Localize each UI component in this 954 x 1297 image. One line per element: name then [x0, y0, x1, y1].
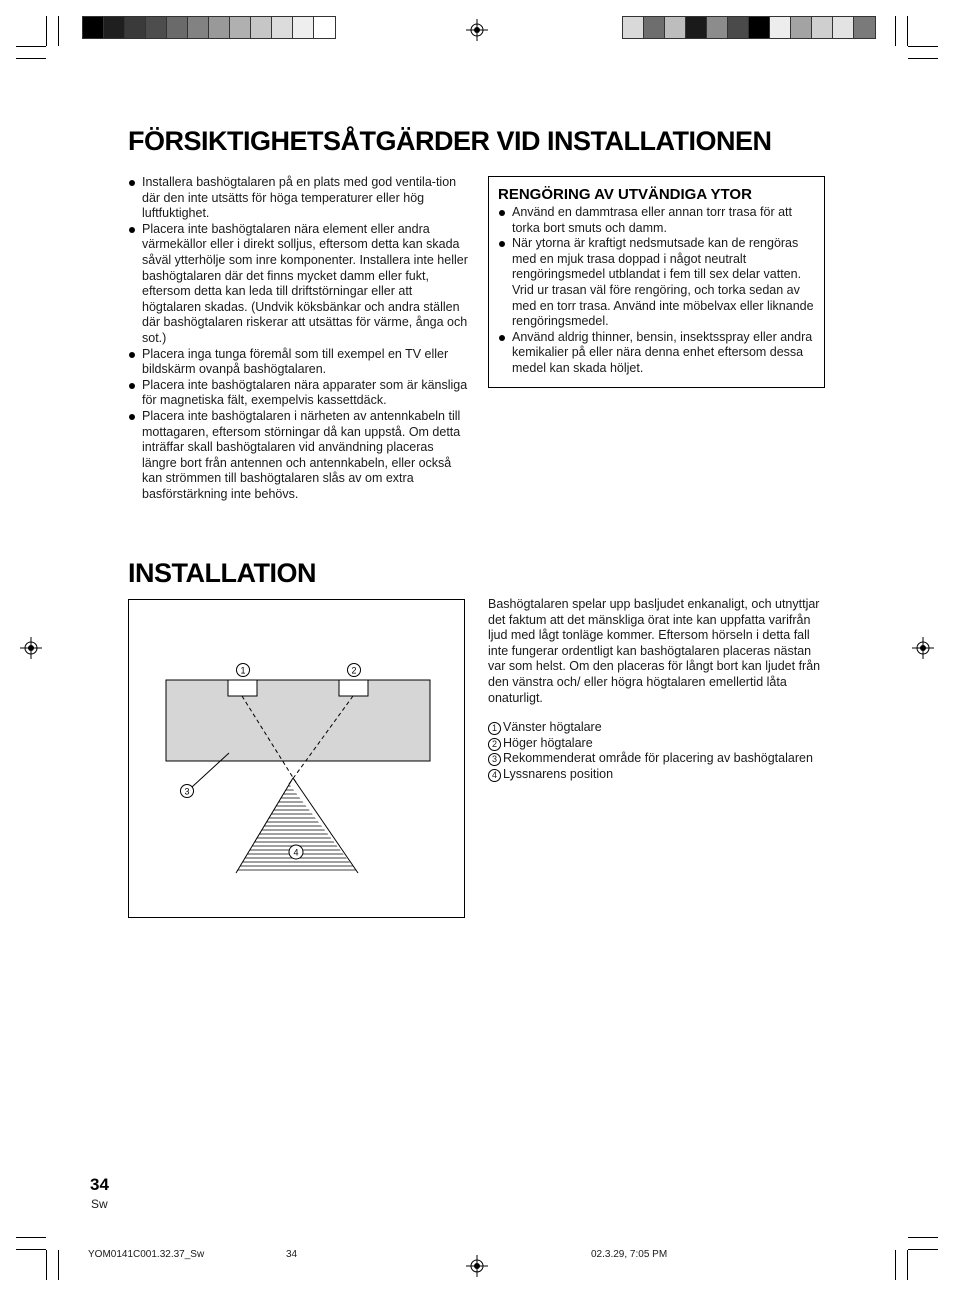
crop-mark [908, 1237, 938, 1238]
list-item: Placera inte bashögtalaren nära apparater som är känsliga för magnetiska fält, exempelvis kassettdäck. [128, 378, 468, 409]
page-number: 34 [90, 1175, 109, 1194]
crop-mark [908, 46, 938, 47]
color-swatch [83, 17, 104, 38]
language-code: Sw [91, 1197, 108, 1211]
list-item: När ytorna är kraftigt nedsmutsade kan de rengöras med en mjuk trasa doppad i något neutralt rengöringsmedel utblandat i fem till sex delar vatten. Vrid ur trasan väl före rengöring, och torka sedan av med en torr trasa. Använd inte möbelvax eller liknande rengöringsmedel. [498, 236, 815, 330]
recommended-zone [166, 680, 430, 761]
color-swatch [749, 17, 770, 38]
color-swatch [623, 17, 644, 38]
color-swatch [728, 17, 749, 38]
installation-paragraph: Bashögtalaren spelar upp basljudet enkanaligt, och utnyttjar det faktum att det mänskliga örat inte kan uppfatta varifrån ljud med lågt tonläge kommer. Eftersom hörseln i detta fall inte fungerar ordentligt kan bashögtalaren placeras nästan var som helst. Om den placeras för långt bort kan ljudet från den vänstra och/ eller högra högtalaren emellertid låta onaturligt. [488, 597, 821, 705]
crop-mark [16, 46, 46, 47]
list-item: Installera bashögtalaren på en plats med god ventila-tion där den inte utsätts för höga temperaturer eller hög luftfuktighet. [128, 175, 468, 222]
crop-mark [16, 58, 46, 59]
color-bar-left [82, 16, 336, 39]
slug-filename: YOM0141C001.32.37_Sw [88, 1249, 205, 1260]
cleaning-list [498, 205, 815, 377]
page-title: FÖRSIKTIGHETSÅTGÄRDER VID INSTALLATIONEN [128, 126, 772, 156]
color-swatch [230, 17, 251, 38]
crop-mark [907, 16, 908, 46]
registration-mark-icon [466, 19, 488, 41]
slug-timestamp: 02.3.29, 7:05 PM [591, 1249, 668, 1260]
legend-item: 1 Vänster högtalare [488, 720, 828, 736]
color-swatch [812, 17, 833, 38]
crop-mark [895, 16, 896, 46]
section-title-installation: INSTALLATION [128, 558, 316, 588]
legend-item: 3 Rekommenderat område för placering av bashögtalaren [488, 751, 828, 767]
label-4: 4 [293, 847, 299, 858]
color-swatch [686, 17, 707, 38]
color-swatch [665, 17, 686, 38]
color-swatch [791, 17, 812, 38]
placement-diagram-svg [129, 600, 464, 917]
color-swatch [833, 17, 854, 38]
list-item: Placera inte bashögtalaren nära element eller andra värmekällor eller i direkt solljus, eftersom detta kan skada såväl ytterhölje som inre komponenter. Installera inte heller bashögtalaren där det finns mycket damm eller fukt, eftersom detta kan leda till driftstörningar eller att högtalaren skadas. (Undvik köksbänkar och andra ställen där bashögtalaren riskerar att utsättas för värme, ånga och sot.) [128, 222, 468, 347]
color-swatch [314, 17, 335, 38]
color-swatch [167, 17, 188, 38]
color-swatch [770, 17, 791, 38]
color-swatch [104, 17, 125, 38]
placement-diagram [128, 599, 465, 918]
legend-item: 4 Lyssnarens position [488, 767, 828, 783]
precautions-list [128, 175, 468, 502]
list-item: Använd en dammtrasa eller annan torr trasa för att torka bort smuts och damm. [498, 205, 815, 236]
list-item: Använd aldrig thinner, bensin, insektsspray eller andra kemikalier på eller nära denna enhet eftersom dessa medel kan skada höljet. [498, 330, 815, 377]
crop-mark [16, 1237, 46, 1238]
color-swatch [188, 17, 209, 38]
color-swatch [293, 17, 314, 38]
color-swatch [854, 17, 875, 38]
label-1: 1 [240, 665, 246, 676]
crop-mark [907, 1250, 908, 1280]
color-swatch [707, 17, 728, 38]
crop-mark [895, 1250, 896, 1280]
cleaning-box [488, 176, 825, 388]
crop-mark [908, 1249, 938, 1250]
installation-text [488, 597, 828, 783]
label-3: 3 [184, 786, 190, 797]
color-swatch [251, 17, 272, 38]
color-bar-right [622, 16, 876, 39]
color-swatch [146, 17, 167, 38]
right-speaker [339, 680, 368, 696]
color-swatch [644, 17, 665, 38]
legend-item: 2 Höger högtalare [488, 736, 828, 752]
list-item: Placera inte bashögtalaren i närheten av antennkabeln till mottagaren, eftersom störningar då kan uppstå. Om detta inträffar skall bashögtalaren vid användning placeras längre bort från antennen och antennkabeln, eller också kan strömmen till bashögtalaren slås av om extra basförstärkning inte behövs. [128, 409, 468, 503]
cleaning-heading: RENGÖRING AV UTVÄNDIGA YTOR [498, 186, 752, 203]
crop-mark [58, 16, 59, 46]
crop-mark [908, 58, 938, 59]
crop-mark [16, 1249, 46, 1250]
color-swatch [125, 17, 146, 38]
list-item: Placera inga tunga föremål som till exempel en TV eller bildskärm ovanpå bashögtalaren. [128, 347, 468, 378]
registration-mark-icon [20, 637, 42, 659]
crop-mark [46, 16, 47, 46]
registration-mark-icon [912, 637, 934, 659]
registration-mark-icon [466, 1255, 488, 1277]
left-speaker [228, 680, 257, 696]
label-2: 2 [351, 665, 357, 676]
crop-mark [58, 1250, 59, 1280]
slug-page: 34 [286, 1249, 298, 1260]
diagram-legend [488, 720, 828, 782]
color-swatch [209, 17, 230, 38]
crop-mark [46, 1250, 47, 1280]
color-swatch [272, 17, 293, 38]
